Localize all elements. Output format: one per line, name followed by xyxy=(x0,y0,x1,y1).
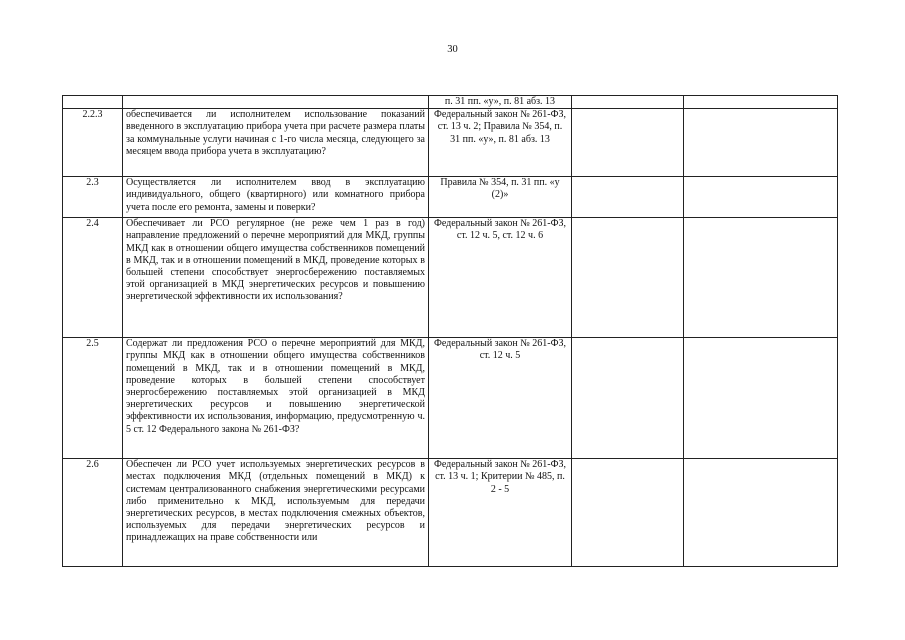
row-blank-cell xyxy=(572,338,684,459)
row-number: 2.4 xyxy=(63,218,123,338)
row-blank-cell xyxy=(684,96,838,109)
table-row xyxy=(63,109,838,177)
row-blank-cell xyxy=(684,177,838,218)
row-blank-cell xyxy=(572,459,684,567)
row-question: обеспечивается ли исполнителем использование показаний введенного в эксплуатацию прибора учета при расчете размера платы за коммунальные услуги начиная с 1-го числа месяца, следующего за месяцем ввода прибора учета в эксплуатацию? xyxy=(123,109,429,177)
table-row xyxy=(63,96,838,109)
row-legal-basis: Правила № 354, п. 31 пп. «у (2)» xyxy=(429,177,572,218)
row-legal-basis: Федеральный закон № 261-ФЗ, ст. 12 ч. 5 xyxy=(429,338,572,459)
row-blank-cell xyxy=(684,218,838,338)
row-blank-cell xyxy=(572,218,684,338)
row-legal-basis: Федеральный закон № 261-ФЗ, ст. 12 ч. 5, ст. 12 ч. 6 xyxy=(429,218,572,338)
row-question xyxy=(123,96,429,109)
row-blank-cell xyxy=(684,109,838,177)
row-question: Осуществляется ли исполнителем ввод в эксплуатацию индивидуального, общего (квартирного) или комнатного прибора учета после его ремонта, замены и поверки? xyxy=(123,177,429,218)
row-number xyxy=(63,96,123,109)
table-row xyxy=(63,459,838,567)
table-row xyxy=(63,177,838,218)
row-blank-cell xyxy=(684,338,838,459)
table-row xyxy=(63,338,838,459)
row-question: Содержат ли предложения РСО о перечне мероприятий для МКД, группы МКД как в отношении общего имущества собственников помещений в МКД, так и в отношении помещений в МКД, проведение которых в большей степени способствует энергосбережению поставляемых этой организацией в МКД энергетических ресурсов и повышению энергетической эффективности их использования, информацию, предусмотренную ч. 5 ст. 12 Федерального закона № 261-ФЗ? xyxy=(123,338,429,459)
row-number: 2.2.3 xyxy=(63,109,123,177)
checklist-table xyxy=(62,95,838,567)
row-number: 2.3 xyxy=(63,177,123,218)
row-question: Обеспечен ли РСО учет используемых энергетических ресурсов в местах подключения МКД (отдельных помещений в МКД) к системам централизованного снабжения энергетическими ресурсами либо применительно к МКД, используемым для передачи энергетических ресурсов, в местах подключения смежных объектов, используемых для передачи энергетических ресурсов и принадлежащих на праве собственности или xyxy=(123,459,429,567)
page-number: 30 xyxy=(447,44,458,55)
table-row xyxy=(63,218,838,338)
row-number: 2.6 xyxy=(63,459,123,567)
row-legal-basis: п. 31 пп. «у», п. 81 абз. 13 xyxy=(429,96,572,109)
row-legal-basis: Федеральный закон № 261-ФЗ, ст. 13 ч. 2; Правила № 354, п. 31 пп. «у», п. 81 абз. 13 xyxy=(429,109,572,177)
row-legal-basis: Федеральный закон № 261-ФЗ, ст. 13 ч. 1; Критерии № 485, п. 2 - 5 xyxy=(429,459,572,567)
row-question: Обеспечивает ли РСО регулярное (не реже чем 1 раз в год) направление предложений о перечне мероприятий для МКД, группы МКД как в отношении общего имущества собственников помещений в МКД, так и в отношении помещений в МКД, проведение которых в большей степени способствует энергосбережению поставляемых этой организацией в МКД энергетических ресурсов и повышению энергетической эффективности их использования? xyxy=(123,218,429,338)
row-number: 2.5 xyxy=(63,338,123,459)
row-blank-cell xyxy=(572,96,684,109)
row-blank-cell xyxy=(572,109,684,177)
row-blank-cell xyxy=(572,177,684,218)
row-blank-cell xyxy=(684,459,838,567)
